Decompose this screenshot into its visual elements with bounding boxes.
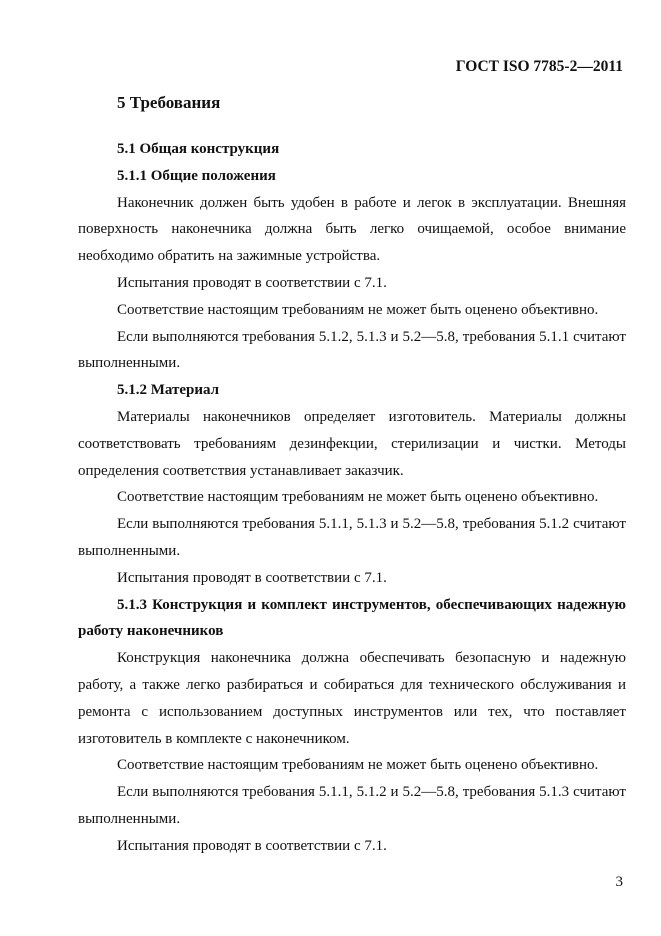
subsection-heading-5-1-2: 5.1.2 Материал [117, 382, 220, 399]
body-paragraph: Соответствие настоящим требованиям не может быть оценено объективно. [117, 489, 599, 506]
body-paragraph: Испытания проводят в соответствии с 7.1. [117, 569, 387, 586]
body-paragraph: Соответствие настоящим требованиям не может быть оценено объективно. [117, 301, 599, 318]
body-paragraph: Испытания проводят в соответствии с 7.1. [117, 274, 387, 291]
body-paragraph: Если выполняются требования 5.1.2, 5.1.3 и 5.2—5.8, требования 5.1.1 считают выполненными. [78, 328, 626, 372]
section-title: 5 Требования [117, 93, 221, 112]
section-body [78, 136, 626, 860]
body-paragraph: Соответствие настоящим требованиям не может быть оценено объективно. [117, 757, 599, 774]
body-paragraph: Если выполняются требования 5.1.1, 5.1.3 и 5.2—5.8, требования 5.1.2 считают выполненными. [78, 516, 626, 559]
page-number: 3 [615, 874, 623, 890]
body-paragraph: Материалы наконечников определяет изготовитель. Материалы должны соответствовать требованиям дезинфекции, стерилизации и чистки. Методы определения соответствия устанавливает заказчик. [78, 408, 626, 479]
subsection-heading-5-1-3: 5.1.3 Конструкция и комплект инструментов, обеспечивающих надежную работу наконечников [78, 596, 626, 640]
subsection-heading-5-1: 5.1 Общая конструкция [117, 141, 280, 157]
body-paragraph: Наконечник должен быть удобен в работе и легок в эксплуатации. Внешняя поверхность наконечника должна быть легко очищаемой, особое внимание необходимо обратить на зажимные устройства. [78, 194, 626, 265]
subsection-heading-5-1-1: 5.1.1 Общие положения [117, 167, 276, 184]
body-paragraph: Конструкция наконечника должна обеспечивать безопасную и надежную работу, а также легко разбираться и собираться для технического обслуживания и ремонта с использованием доступных инструментов или тех, что поставляет изготовитель в комплекте с наконечником. [78, 650, 626, 747]
body-paragraph: Испытания проводят в соответствии с 7.1. [117, 837, 387, 854]
body-paragraph: Если выполняются требования 5.1.1, 5.1.2 и 5.2—5.8, требования 5.1.3 считают выполненными. [78, 784, 626, 827]
document-standard-id: ГОСТ ISO 7785-2—2011 [455, 58, 623, 75]
